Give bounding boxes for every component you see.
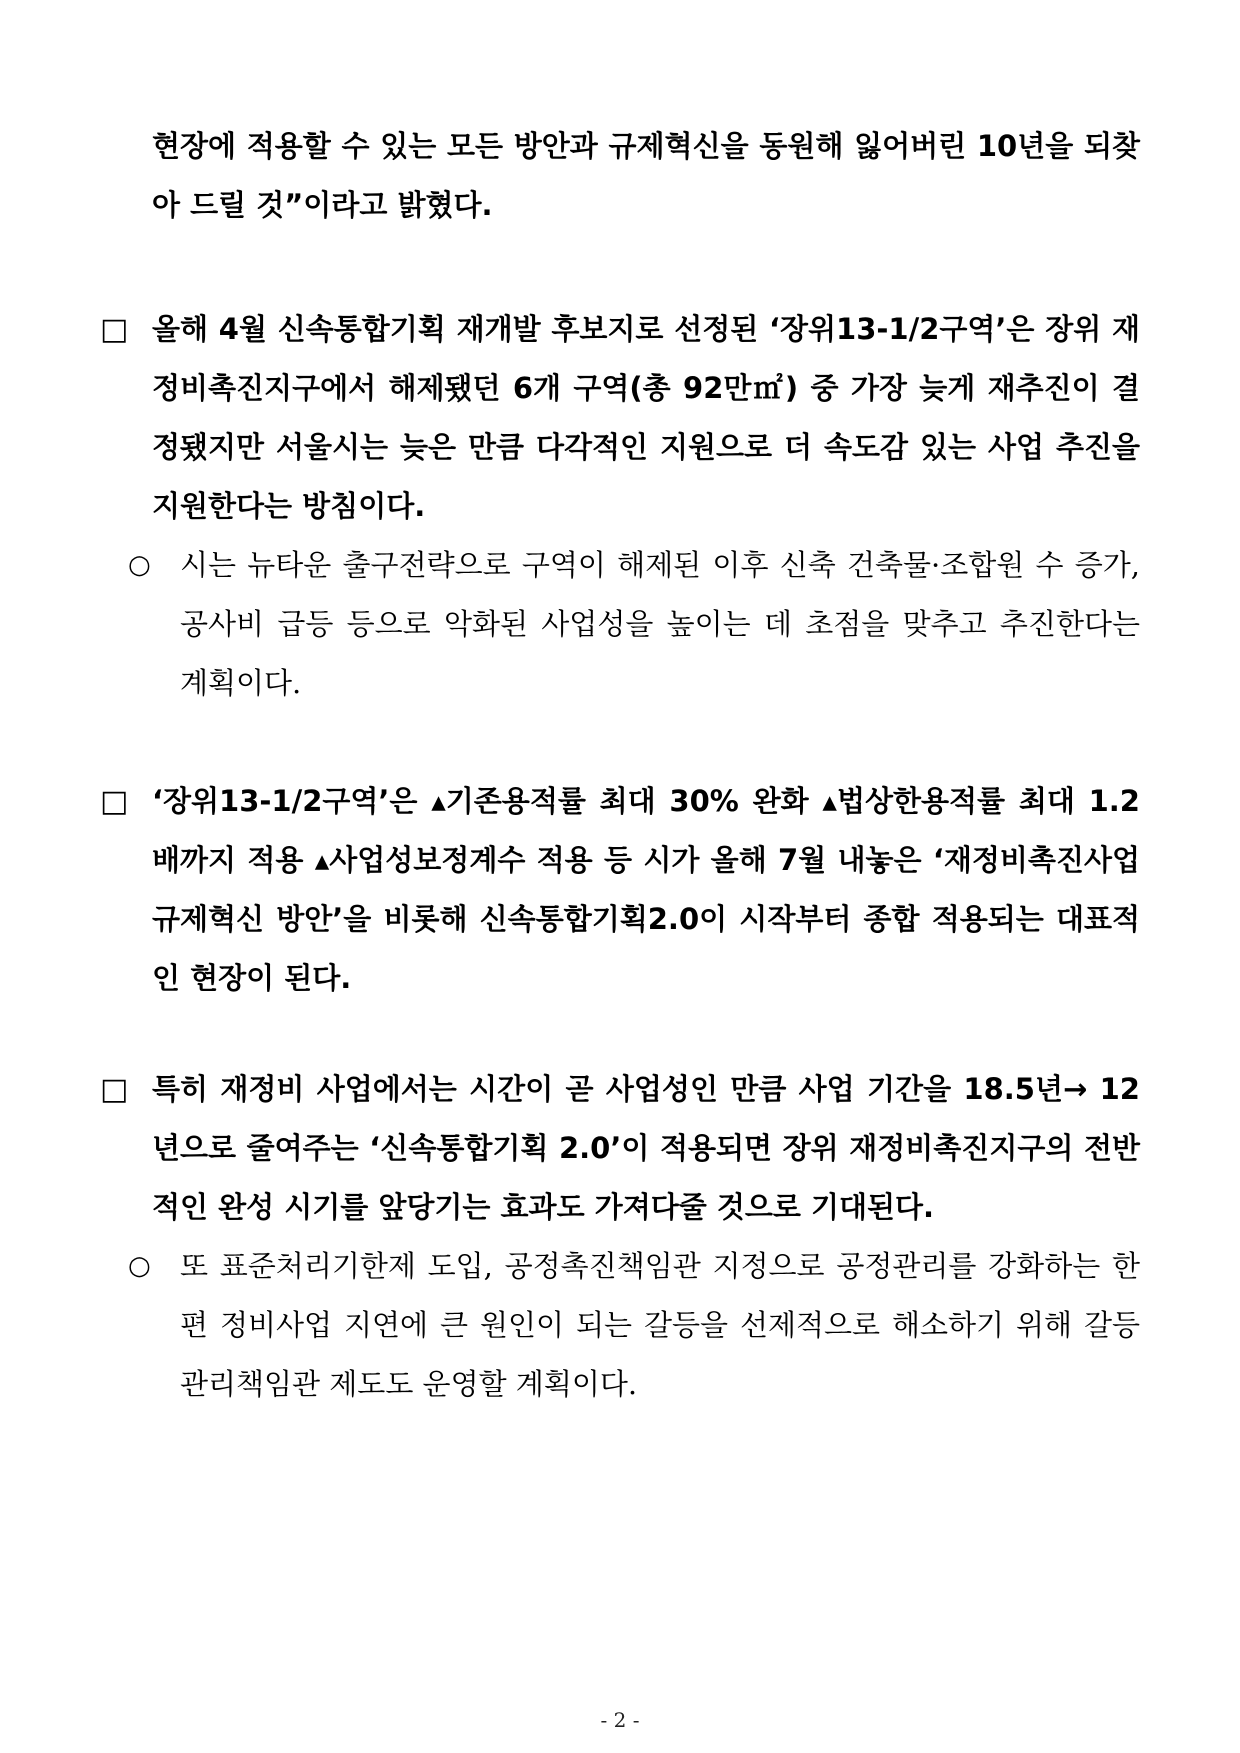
checkbox-bullet-icon: □	[100, 1072, 129, 1107]
circle-bullet-icon: ○	[128, 550, 151, 580]
sub-point-text: 시는 뉴타운 출구전략으로 구역이 해제된 이후 신축 건축물·조합원 수 증가, 공사비 급등 등으로 악화된 사업성을 높이는 데 초점을 맞추고 추진한다는 계획이다.	[180, 548, 1140, 700]
page-number: - 2 -	[600, 1708, 640, 1732]
sub-point-text: 또 표준처리기한제 도입, 공정촉진책임관 지정으로 공정관리를 강화하는 한편 정비사업 지연에 큰 원인이 되는 갈등을 선제적으로 해소하기 위해 갈등관리책임관 제도도 운영할 계획이다.	[180, 1249, 1140, 1401]
paragraph-section-2	[100, 772, 1140, 1008]
sub-point	[100, 536, 1140, 713]
paragraph-text: ‘장위13-1/2구역’은 ▴기존용적률 최대 30% 완화 ▴법상한용적률 최대 1.2배까지 적용 ▴사업성보정계수 적용 등 시가 올해 7월 내놓은 ‘재정비촉진사업 규제혁신 방안’을 비롯해 신속통합기획2.0이 시작부터 종합 적용되는 대표적인 현장이 된다.	[152, 784, 1140, 995]
paragraph-section-3	[100, 1060, 1140, 1414]
sub-point	[100, 1237, 1140, 1414]
circle-bullet-icon: ○	[128, 1251, 151, 1281]
paragraph-text: 올해 4월 신속통합기획 재개발 후보지로 선정된 ‘장위13-1/2구역’은 장위 재정비촉진지구에서 해제됐던 6개 구역(총 92만㎡) 중 가장 늦게 재추진이 결정됐지만 서울시는 늦은 만큼 다각적인 지원으로 더 속도감 있는 사업 추진을 지원한다는 방침이다.	[152, 312, 1140, 523]
paragraph-text: 현장에 적용할 수 있는 모든 방안과 규제혁신을 동원해 잃어버린 10년을 되찾아 드릴 것”이라고 밝혔다.	[152, 129, 1140, 222]
checkbox-bullet-icon: □	[100, 784, 129, 819]
paragraph-continued	[100, 117, 1140, 235]
checkbox-bullet-icon: □	[100, 312, 129, 347]
paragraph-text: 특히 재정비 사업에서는 시간이 곧 사업성인 만큼 사업 기간을 18.5년→ 12년으로 줄여주는 ‘신속통합기획 2.0’이 적용되면 장위 재정비촉진지구의 전반적인 완성 시기를 앞당기는 효과도 가져다줄 것으로 기대된다.	[152, 1072, 1140, 1224]
paragraph-section-1	[100, 300, 1140, 713]
